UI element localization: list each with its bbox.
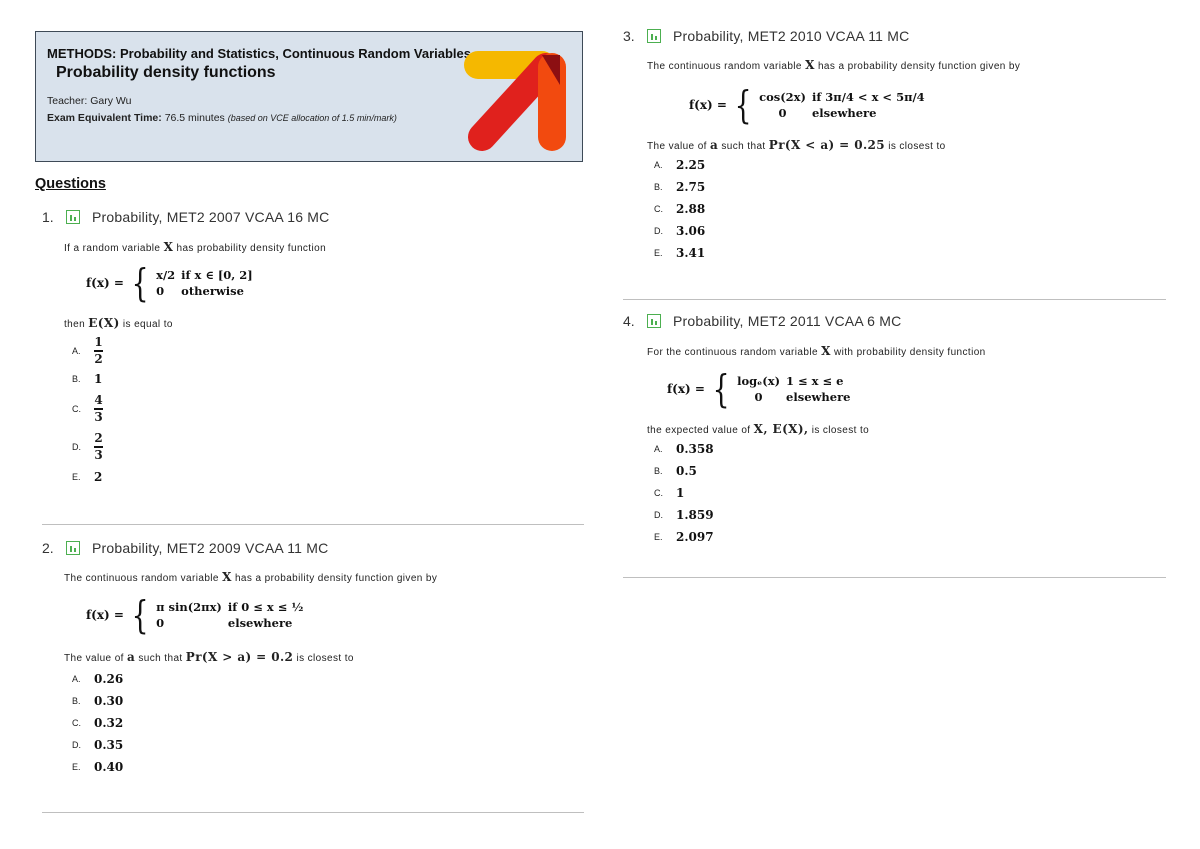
option-letter: E. bbox=[72, 472, 81, 482]
question-title: Probability, MET2 2009 VCAA 11 MC bbox=[92, 540, 329, 556]
answer-option[interactable] bbox=[72, 734, 582, 756]
answer-option[interactable] bbox=[654, 526, 1168, 548]
option-fraction bbox=[94, 336, 103, 366]
ask-math: Pr(X > a) = 0.2 bbox=[185, 650, 294, 664]
ask-math: X, E(X), bbox=[753, 422, 809, 436]
question-number: 2. bbox=[42, 540, 54, 556]
formula-case-cond: elsewhere bbox=[811, 106, 877, 120]
option-letter: B. bbox=[72, 696, 81, 706]
question-stem bbox=[64, 570, 582, 584]
formula-case-expr: logₑ(x) bbox=[737, 374, 781, 388]
question-divider bbox=[623, 577, 1166, 578]
answer-option[interactable] bbox=[72, 428, 582, 466]
answer-option[interactable] bbox=[654, 438, 1168, 460]
question-divider bbox=[623, 299, 1166, 300]
option-letter: C. bbox=[72, 404, 81, 414]
option-letter: A. bbox=[72, 346, 81, 356]
answer-option[interactable] bbox=[654, 504, 1168, 526]
stem-text: has a probability density function given by bbox=[234, 573, 438, 584]
formula-lhs: f(x) = bbox=[86, 608, 124, 622]
calculator-icon bbox=[647, 314, 661, 328]
fraction-numerator: 1 bbox=[94, 335, 103, 350]
stem-text: with probability density function bbox=[834, 347, 986, 358]
question-header bbox=[42, 207, 582, 227]
questions-heading: Questions bbox=[35, 176, 106, 192]
formula-case-expr: 0 bbox=[778, 106, 787, 120]
pdf-formula: f(x) = { logₑ(x) 1 ≤ x ≤ e 0 elsewhere bbox=[667, 370, 1168, 408]
calculator-icon bbox=[66, 541, 80, 555]
ask-text: The value of bbox=[64, 653, 124, 664]
question-ask bbox=[647, 422, 1168, 436]
option-value: 1 bbox=[94, 372, 103, 386]
question-title: Probability, MET2 2010 VCAA 11 MC bbox=[673, 28, 910, 44]
answer-option[interactable] bbox=[72, 756, 582, 778]
ask-math: Pr(X < a) = 0.25 bbox=[768, 138, 886, 152]
answer-option[interactable] bbox=[654, 176, 1168, 198]
option-letter: D. bbox=[654, 226, 663, 236]
answer-option[interactable] bbox=[654, 460, 1168, 482]
formula-case-expr: 0 bbox=[156, 616, 165, 630]
ask-variable: a bbox=[710, 138, 719, 152]
stem-text: The continuous random variable bbox=[647, 61, 802, 72]
answer-option[interactable] bbox=[654, 198, 1168, 220]
fraction-denominator: 3 bbox=[94, 409, 103, 424]
formula-case-expr: 0 bbox=[754, 390, 763, 404]
answer-option[interactable] bbox=[72, 712, 582, 734]
option-letter: A. bbox=[72, 674, 81, 684]
ask-text: then bbox=[64, 319, 86, 330]
formula-lhs: f(x) = bbox=[667, 382, 705, 396]
answer-option[interactable] bbox=[72, 690, 582, 712]
option-letter: B. bbox=[72, 374, 81, 384]
stem-text: The continuous random variable bbox=[64, 573, 219, 584]
answer-option[interactable] bbox=[654, 220, 1168, 242]
option-fraction bbox=[94, 432, 103, 462]
option-value: 0.32 bbox=[94, 716, 124, 730]
formula-case-expr: cos(2x) bbox=[759, 90, 806, 104]
formula-case-expr: x/2 bbox=[156, 268, 176, 282]
question-header bbox=[623, 311, 1168, 331]
answer-option[interactable] bbox=[654, 482, 1168, 504]
option-value: 1.859 bbox=[676, 508, 714, 522]
teacher-line bbox=[47, 95, 131, 107]
option-letter: D. bbox=[72, 442, 81, 452]
option-letter: A. bbox=[654, 444, 663, 454]
option-letter: A. bbox=[654, 160, 663, 170]
option-letter: E. bbox=[654, 248, 663, 258]
ask-text: is closest to bbox=[296, 653, 354, 664]
brand-logo bbox=[460, 45, 572, 153]
answer-option[interactable] bbox=[72, 466, 582, 488]
formula-case-cond: if 0 ≤ x ≤ ½ bbox=[227, 600, 304, 614]
ask-text: is equal to bbox=[122, 319, 173, 330]
teacher-name: Gary Wu bbox=[90, 95, 132, 107]
formula-case-cond: otherwise bbox=[181, 284, 244, 298]
answer-option[interactable] bbox=[654, 154, 1168, 176]
exam-time-note: (based on VCE allocation of 1.5 min/mark) bbox=[227, 113, 397, 123]
option-letter: C. bbox=[72, 718, 81, 728]
question-ask bbox=[647, 138, 1168, 152]
answer-option[interactable] bbox=[654, 242, 1168, 264]
option-letter: C. bbox=[654, 488, 663, 498]
formula-case-cond: elsewhere bbox=[786, 390, 851, 404]
question-header bbox=[623, 26, 1168, 46]
answer-options bbox=[72, 668, 582, 778]
option-letter: B. bbox=[654, 182, 663, 192]
ask-text: such that bbox=[721, 141, 766, 152]
formula-case-expr: π sin(2πx) bbox=[156, 600, 222, 614]
option-letter: D. bbox=[654, 510, 663, 520]
answer-option[interactable] bbox=[72, 334, 582, 368]
question-stem bbox=[647, 58, 1168, 72]
answer-option[interactable] bbox=[72, 368, 582, 390]
fraction-numerator: 2 bbox=[94, 431, 103, 446]
option-letter: E. bbox=[72, 762, 81, 772]
pdf-formula: f(x) = { cos(2x) if 3π/4 < x < 5π/4 0 elsewhere bbox=[689, 86, 1168, 124]
teacher-label: Teacher: bbox=[47, 95, 88, 107]
option-fraction bbox=[94, 394, 103, 424]
topic-title: Probability density functions bbox=[56, 64, 276, 81]
option-value: 2.75 bbox=[676, 180, 706, 194]
question-title: Probability, MET2 2007 VCAA 16 MC bbox=[92, 209, 330, 225]
formula-case-cond: if 3π/4 < x < 5π/4 bbox=[811, 90, 925, 104]
question-title: Probability, MET2 2011 VCAA 6 MC bbox=[673, 313, 902, 329]
formula-lhs: f(x) = bbox=[689, 98, 727, 112]
option-value: 0.358 bbox=[676, 442, 714, 456]
ask-text: such that bbox=[138, 653, 183, 664]
question-stem bbox=[64, 240, 582, 254]
ask-text: The value of bbox=[647, 141, 707, 152]
ask-math: E(X) bbox=[88, 316, 120, 330]
question-number: 1. bbox=[42, 209, 54, 225]
pdf-formula: f(x) = { x/2 if x ∈ [0, 2] 0 otherwise bbox=[86, 264, 582, 302]
question-1 bbox=[42, 207, 582, 488]
formula-lhs: f(x) = bbox=[86, 276, 124, 290]
exam-time-value: 76.5 minutes bbox=[164, 112, 225, 124]
option-value: 3.41 bbox=[676, 246, 706, 260]
option-value: 2.097 bbox=[676, 530, 714, 544]
question-divider bbox=[42, 812, 584, 813]
stem-variable: X bbox=[222, 570, 232, 584]
question-number: 3. bbox=[623, 28, 635, 44]
option-value: 0.30 bbox=[94, 694, 124, 708]
formula-case-expr: 0 bbox=[156, 284, 165, 298]
option-value: 1 bbox=[676, 486, 685, 500]
question-ask bbox=[64, 316, 582, 330]
option-letter: B. bbox=[654, 466, 663, 476]
formula-case-cond: if x ∈ [0, 2] bbox=[181, 268, 253, 282]
question-header bbox=[42, 538, 582, 558]
ask-variable: a bbox=[127, 650, 136, 664]
option-letter: E. bbox=[654, 532, 663, 542]
ask-text: the expected value of bbox=[647, 425, 751, 436]
question-divider bbox=[42, 524, 584, 525]
fraction-numerator: 4 bbox=[94, 393, 103, 408]
option-value: 3.06 bbox=[676, 224, 706, 238]
question-ask bbox=[64, 650, 582, 664]
question-4 bbox=[623, 311, 1168, 548]
exam-time-label: Exam Equivalent Time: bbox=[47, 112, 162, 124]
formula-case-cond: 1 ≤ x ≤ e bbox=[786, 374, 844, 388]
question-number: 4. bbox=[623, 313, 635, 329]
exam-time-line bbox=[47, 112, 397, 124]
answer-options bbox=[654, 438, 1168, 548]
option-value: 0.35 bbox=[94, 738, 124, 752]
option-value: 2 bbox=[94, 470, 103, 484]
stem-text: If a random variable bbox=[64, 243, 161, 254]
calculator-icon bbox=[66, 210, 80, 224]
option-value: 2.88 bbox=[676, 202, 706, 216]
option-value: 0.5 bbox=[676, 464, 697, 478]
stem-text: has a probability density function given by bbox=[817, 61, 1021, 72]
option-letter: C. bbox=[654, 204, 663, 214]
stem-variable: X bbox=[821, 344, 831, 358]
worksheet-header bbox=[35, 31, 583, 162]
course-title: METHODS: Probability and Statistics, Continuous Random Variables bbox=[47, 46, 472, 61]
fraction-denominator: 2 bbox=[94, 351, 103, 366]
stem-variable: X bbox=[163, 240, 174, 254]
option-value: 0.26 bbox=[94, 672, 124, 686]
option-value: 2.25 bbox=[676, 158, 706, 172]
stem-text: For the continuous random variable bbox=[647, 347, 818, 358]
stem-text: has probability density function bbox=[176, 243, 327, 254]
option-value: 0.40 bbox=[94, 760, 124, 774]
question-stem bbox=[647, 344, 1168, 358]
formula-case-cond: elsewhere bbox=[227, 616, 293, 630]
answer-option[interactable] bbox=[72, 668, 582, 690]
calculator-icon bbox=[647, 29, 661, 43]
answer-option[interactable] bbox=[72, 390, 582, 428]
question-3 bbox=[623, 26, 1168, 264]
question-2 bbox=[42, 538, 582, 778]
stem-variable: X bbox=[805, 58, 815, 72]
answer-options bbox=[654, 154, 1168, 264]
fraction-denominator: 3 bbox=[94, 447, 103, 462]
option-letter: D. bbox=[72, 740, 81, 750]
ask-text: is closest to bbox=[888, 141, 946, 152]
ask-text: is closest to bbox=[811, 425, 870, 436]
answer-options bbox=[72, 334, 582, 488]
pdf-formula: f(x) = { π sin(2πx) if 0 ≤ x ≤ ½ 0 elsewhere bbox=[86, 596, 582, 634]
